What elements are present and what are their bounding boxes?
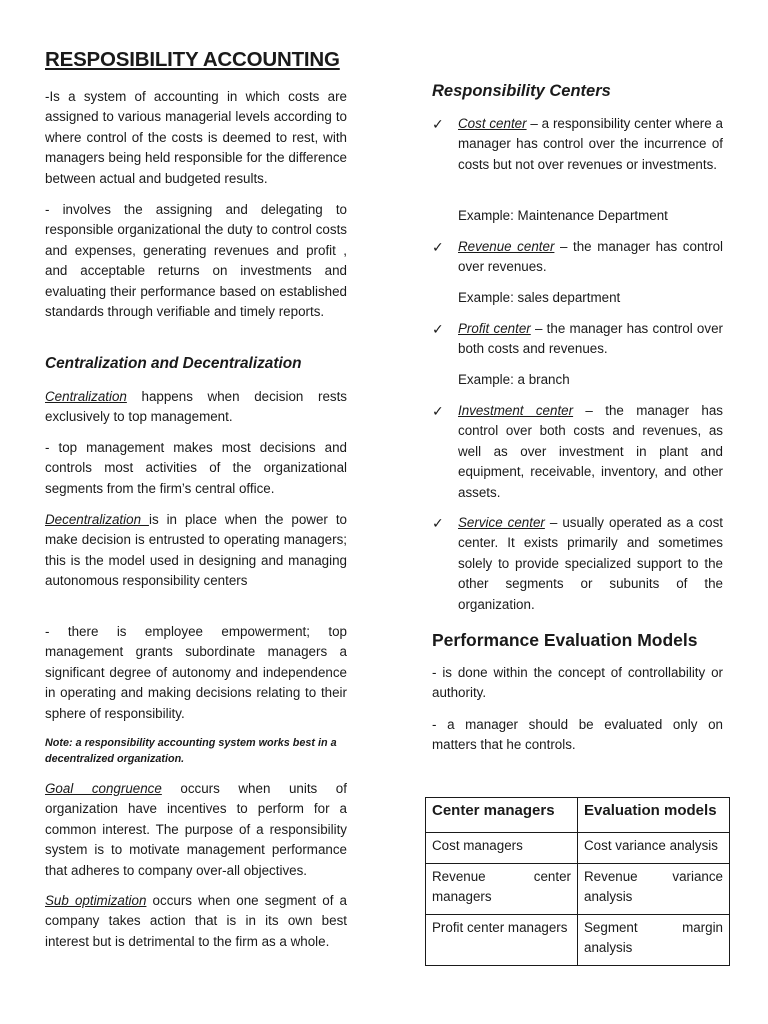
evaluation-models-table	[425, 797, 730, 966]
table-cell: Profit center managers	[426, 915, 578, 966]
checkmark-icon: ✓	[432, 403, 444, 419]
decentralization-paragraph	[45, 510, 347, 592]
center-description	[458, 319, 723, 360]
center-term: Profit center	[458, 321, 531, 336]
table-cell: Cost managers	[426, 833, 578, 864]
table-cell: Segment margin analysis	[578, 915, 730, 966]
sub-optimization-text: occurs when one segment of a company takes action that is in its own best interest but is detrimental to the firm as a whole.	[45, 893, 348, 949]
center-description	[458, 513, 723, 615]
center-description	[458, 237, 723, 278]
table-row	[426, 915, 730, 966]
center-term: Cost center	[458, 116, 527, 131]
document-title: RESPOSIBILITY ACCOUNTING	[45, 48, 340, 71]
sub-optimization-paragraph	[45, 891, 347, 952]
centralization-heading: Centralization and Decentralization	[45, 355, 302, 372]
performance-paragraph-1: - is done within the concept of controllability or authority.	[432, 665, 723, 701]
decentralization-text: is in place when the power to make decision is entrusted to operating managers; this is the model used in designing and managing autonomous responsibility centers	[45, 512, 347, 589]
table-header-row	[426, 798, 730, 833]
checkmark-icon: ✓	[432, 116, 444, 132]
decentralization-detail: - there is employee empowerment; top management grants subordinate managers a significant degree of autonomy and independence in operating and making decisions relating to their sphere of responsibility.	[45, 624, 347, 721]
center-term: Service center	[458, 515, 545, 530]
center-example: Example: Maintenance Department	[458, 208, 668, 223]
performance-evaluation-heading: Performance Evaluation Models	[432, 630, 698, 650]
checkmark-icon: ✓	[432, 321, 444, 337]
table-cell: Revenue variance analysis	[578, 864, 730, 915]
intro-paragraph-2: - involves the assigning and delegating to responsible organizational the duty to control costs and expenses, generating revenues and profit , and acceptable returns on investments and evaluating their performance based on established standards through verifiable and timely reports.	[45, 202, 347, 320]
centralization-text: happens when decision rests exclusively to top management.	[45, 389, 347, 425]
goal-congruence-term: Goal congruence	[45, 781, 162, 796]
centralization-paragraph	[45, 387, 347, 428]
decentralization-term: Decentralization	[45, 512, 149, 527]
center-text: – the manager has control over both costs and revenues, as well as over investment in plant and equipment, receivable, inventory, and other assets.	[458, 403, 723, 500]
center-description	[458, 401, 723, 503]
performance-paragraph-2: - a manager should be evaluated only on matters that he controls.	[432, 717, 723, 753]
center-term: Investment center	[458, 403, 574, 418]
checkmark-icon: ✓	[432, 515, 444, 531]
checkmark-icon: ✓	[432, 239, 444, 255]
center-text: – a responsibility center where a manager has control over the incurrence of costs but not over revenues or investments.	[458, 116, 723, 172]
intro-paragraph-1: -Is a system of accounting in which costs are assigned to various managerial levels according to where control of the costs is deemed to rest, with managers being held responsible for the difference between actual and budgeted results.	[45, 89, 347, 186]
center-text: – the manager has control over revenues.	[458, 239, 723, 275]
center-example: Example: a branch	[458, 372, 570, 387]
responsibility-centers-heading: Responsibility Centers	[432, 82, 611, 100]
table-row	[426, 864, 730, 915]
centralization-detail: - top management makes most decisions and controls most activities of the organizational segments from the firm’s central office.	[45, 440, 347, 496]
table-cell: Cost variance analysis	[578, 833, 730, 864]
table-row	[426, 833, 730, 864]
center-text: – the manager has control over both costs and revenues.	[458, 321, 723, 357]
table-header-cell: Evaluation models	[578, 798, 730, 833]
table-header-cell: Center managers	[426, 798, 578, 833]
center-term: Revenue center	[458, 239, 555, 254]
center-description	[458, 114, 723, 175]
goal-congruence-paragraph	[45, 779, 347, 881]
center-text: – usually operated as a cost center. It exists primarily and sometimes solely to provide specialized support to the other segments or subunits of the organization.	[458, 515, 723, 612]
table-cell: Revenue center managers	[426, 864, 578, 915]
sub-optimization-term: Sub optimization	[45, 893, 147, 908]
centralization-term: Centralization	[45, 389, 127, 404]
center-example: Example: sales department	[458, 290, 621, 305]
goal-congruence-text: occurs when units of organization have incentives to perform for a common interest. The purpose of a responsibility system is to motivate management performance that adheres to company over-all objectives.	[45, 781, 347, 878]
note-text: Note: a responsibility accounting system works best in a decentralized organization.	[45, 737, 337, 765]
